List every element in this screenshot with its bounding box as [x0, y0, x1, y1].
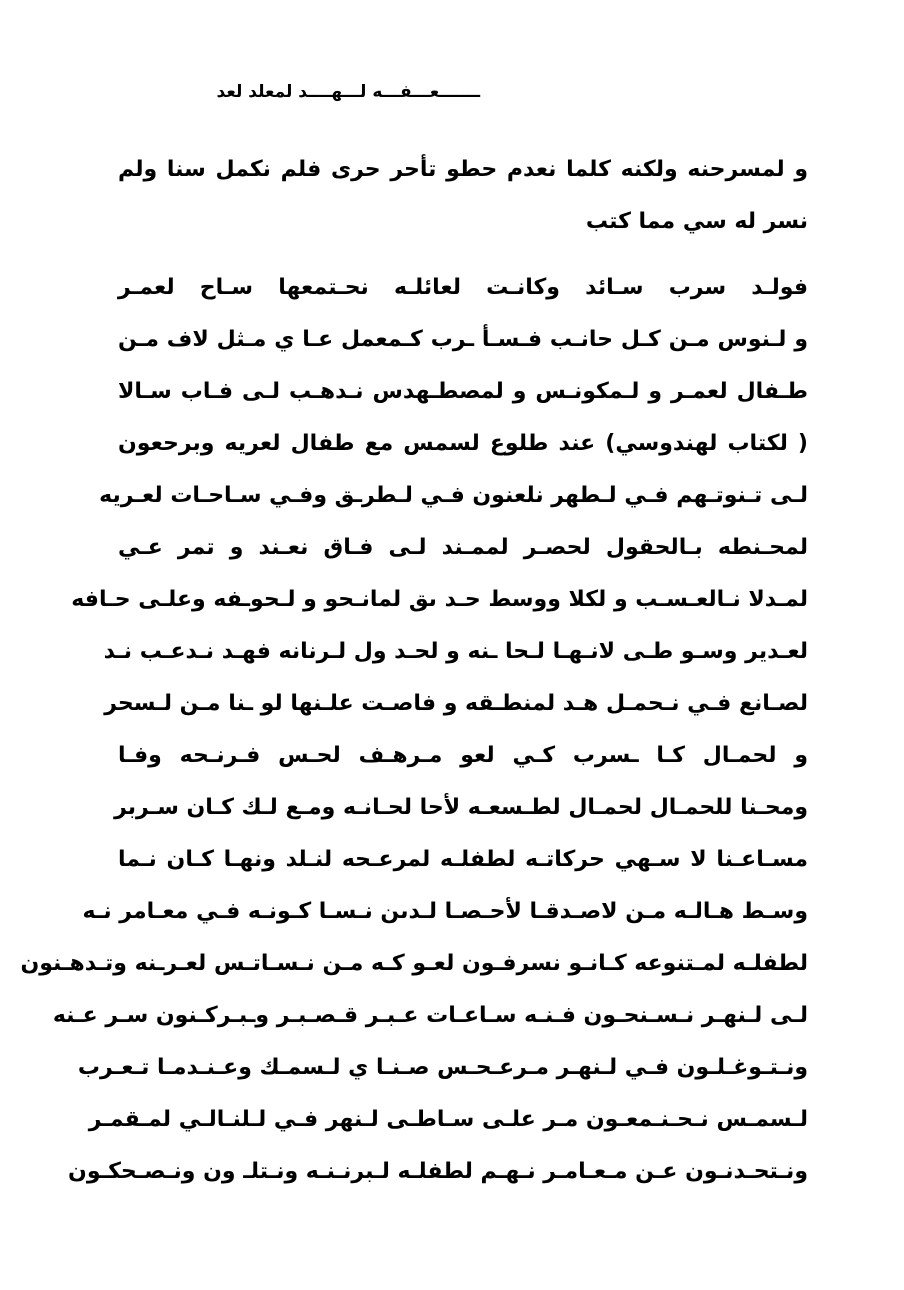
- text-line: ( لكتاب لهندوسي) عند طلوع لسمس مع طفال لعريه وبرحعون: [118, 431, 808, 456]
- text-line: مسـاعـنا لا سـهي حركاتـه لطفلـه لمرعـحه لنـلد ونهـا كـان نـما: [118, 847, 808, 872]
- text-line: و لحمـال كـا ـسرب كـي لعو مـرهـف لحـس فـرنـحه وفـا: [118, 743, 808, 768]
- page-header: ـــــــعـــفـــه لـــهــــد لمعلد لعد: [216, 82, 480, 102]
- text-line: وسـط هـالـه مـن لاصـدقـا لأحـصـا لـدىن نـسـا كـونـه فـي معـامر نـه: [82, 899, 808, 924]
- text-line: نسر له سي مما كتب: [585, 209, 808, 234]
- text-line: لمحـنطه بـالحقول لحصـر لممـند لـى فـاق نعـند و تمر عـي: [118, 535, 808, 560]
- text-line: فولـد سرب سـائد وكانـت لعائلـه نحـتمعها سـاح لعمـر: [118, 275, 808, 300]
- text-line: لصـانع فـي نـحمـل هـد لمنطـقه و فاصـت علـنها لو ـنا مـن لـسحر: [104, 691, 808, 716]
- text-line: و لـنوس مـن كـل حانـب فـسـأ ـرب كـمعمل عـا ي مـثل لاف مـن: [118, 327, 808, 352]
- text-line: لـسمـس نـحـنـمعـون مـر علـى سـاطـى لـنهر فـي لـلنـالـي لمـقمـر: [88, 1107, 808, 1132]
- text-line: لـى لـنهـر نـسـنحـون فـنـه سـاعـات عـبـر قـصـبـر وـبـركـنون سـر عـنه: [52, 1003, 808, 1028]
- text-line: لعـدير وسـو طـى لانـهـا لـحا ـنه و لحـد ول لـرنانه فهـد نـدعـب نـد: [103, 639, 808, 664]
- text-line: لـى تـنوتـهم فـي لـطهر نلعنون فـي لـطرـق وفـي سـاحـات لعـريه: [99, 483, 808, 508]
- text-line: ومحـنا للحمـال لحمـال لطـسعـه لأحا لحـانـه ومـع لـك كـان سـربر: [114, 795, 808, 820]
- text-line: لمـدلا نـالعـسـب و لكلا ووسط حـد ىق لمانـحو و لـحوـفه وعلـى حـافه: [71, 587, 808, 612]
- text-line: ونـتحـدنـون عـن مـعـامـر نـهـم لطفلـه لـبرنـنـه ونـتلـ ون ونـصـحكـون: [68, 1159, 808, 1184]
- text-line: طـفال لعمـر و لـمكونـس و لمصطـهدس نـدهـب لـى فـاب سـالا: [118, 379, 808, 404]
- paragraph: [20, 262, 808, 1198]
- text-line: ونـتـوغـلـون فـي لـنهـر مـرعـحـس صـنـا ي لـسمـك وعـنـدمـا تـعـرب: [77, 1055, 808, 1080]
- paragraph: [118, 144, 808, 248]
- text-line: و لمسرحنه ولكنه كلما نعدم حطو تأحر حرى فلم نكمل سنا ولم: [118, 157, 808, 182]
- text-line: لطفلـه لمـتنوعه كـانـو نسرفـون لعـو كـه مـن نـسـاتـس لعـرـنه وتـدهـنون: [20, 951, 808, 976]
